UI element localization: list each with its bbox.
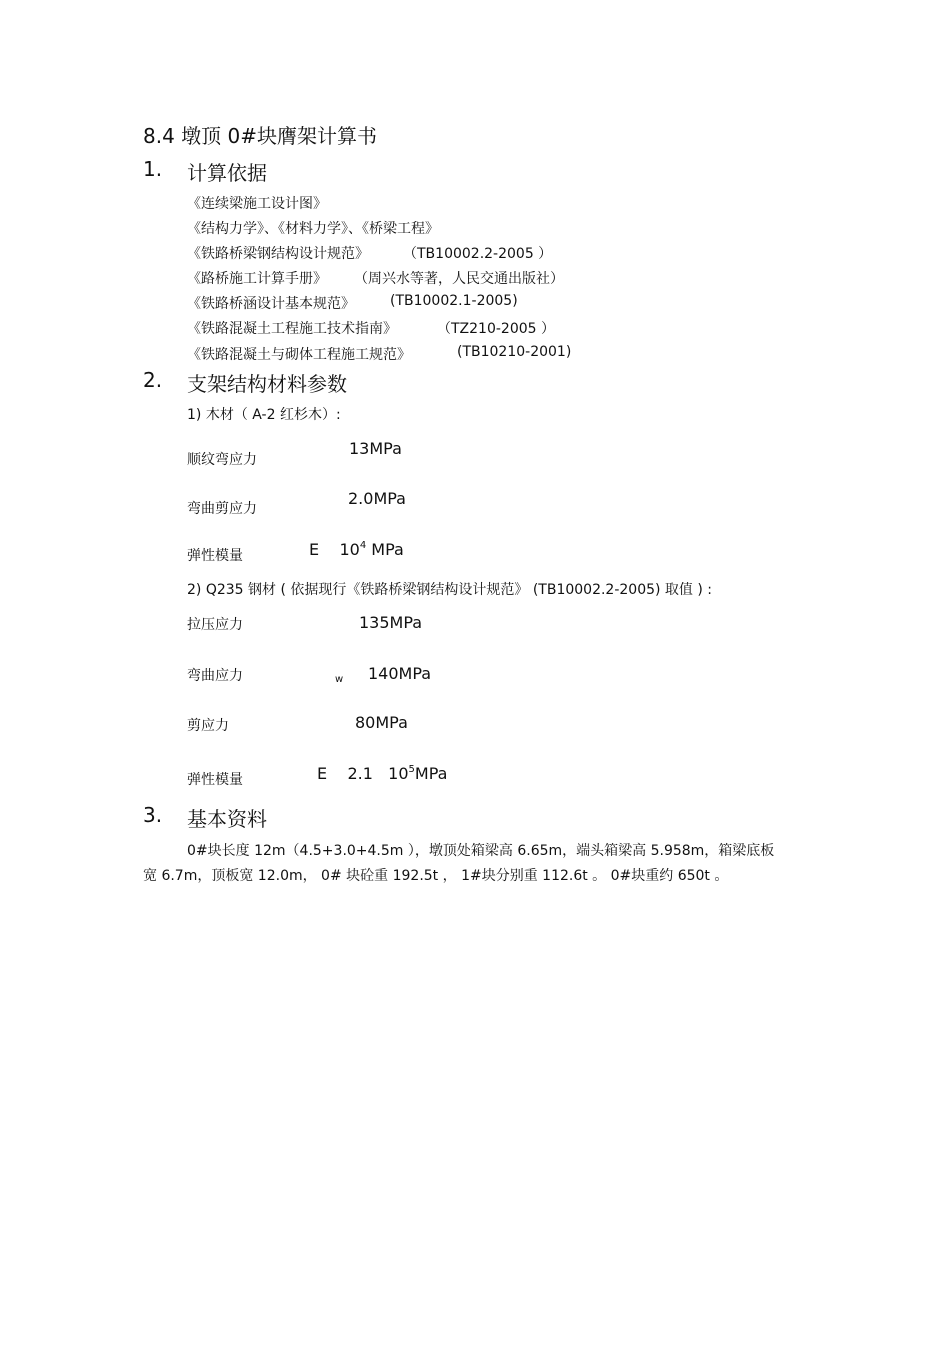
steel-tension-label: 拉压应力 (187, 617, 243, 633)
steel-bending-label: 弯曲应力 (187, 668, 243, 684)
steel-modulus-label: 弹性模量 (187, 772, 243, 788)
steel-heading: 2) Q235 钢材 ( 依据现行《铁路桥梁钢结构设计规范》 (TB10002.2-2005) 取值 ) : (187, 582, 713, 598)
section-2-title: 支架结构材料参数 (187, 372, 347, 396)
section-2-number: 2. (143, 368, 163, 392)
steel-shear-value: 80MPa (355, 713, 408, 732)
steel-bending-subscript: w (335, 674, 344, 685)
wood-bending-label: 顺纹弯应力 (187, 452, 257, 468)
modulus-unit: MPa (414, 764, 448, 783)
steel-bending-value: 140MPa (368, 664, 432, 683)
modulus-symbol: E (309, 540, 320, 559)
reference-item (187, 268, 564, 288)
basic-info-line-2: 宽 6.7m，顶板宽 12.0m， 0# 块砼重 192.5t ， 1#块分别重 112.6t 。 0#块重约 650t 。 (143, 868, 729, 884)
modulus-base: 10 (339, 540, 360, 559)
reference-item (187, 193, 327, 213)
page-title: 8.4 墩顶 0#块膺架计算书 (143, 124, 378, 148)
wood-modulus-value (309, 540, 404, 559)
reference-name: 《铁路桥涵设计基本规范》 (187, 296, 355, 312)
reference-name: 《路桥施工计算手册》 (187, 271, 327, 287)
section-1-title: 计算依据 (187, 161, 267, 185)
reference-item (187, 218, 439, 238)
reference-code: (TB10002.1-2005) (390, 293, 518, 309)
reference-name: 《铁路混凝土与砌体工程施工规范》 (187, 347, 411, 363)
reference-item (187, 344, 572, 364)
steel-shear-label: 剪应力 (187, 718, 229, 734)
modulus-symbol: E (317, 764, 328, 783)
reference-code: （TZ210-2005 ） (437, 321, 555, 337)
modulus-unit: MPa (371, 540, 404, 559)
wood-shear-value: 2.0MPa (348, 489, 406, 508)
steel-modulus-value (317, 764, 447, 783)
modulus-exponent: 5 (408, 764, 415, 775)
reference-name: 《铁路桥梁钢结构设计规范》 (187, 246, 369, 262)
reference-item (187, 318, 555, 338)
wood-heading: 1) 木材（ A-2 红杉木）: (187, 407, 341, 423)
section-3-title: 基本资料 (187, 807, 267, 831)
basic-info-line-1: 0#块长度 12m（4.5+3.0+4.5m ），墩顶处箱梁高 6.65m，端头箱梁高 5.958m，箱梁底板 (187, 843, 775, 859)
reference-name: 《结构力学》、《材料力学》、《桥梁工程》 (187, 221, 439, 237)
modulus-exponent: 4 (359, 540, 367, 551)
reference-name: 《铁路混凝土工程施工技术指南》 (187, 321, 397, 337)
reference-name: 《连续梁施工设计图》 (187, 196, 327, 212)
section-3-number: 3. (143, 803, 163, 827)
reference-item (187, 293, 518, 313)
reference-code: （TB10002.2-2005 ） (403, 246, 553, 262)
section-1-number: 1. (143, 157, 163, 181)
wood-bending-value: 13MPa (349, 439, 402, 458)
reference-item (187, 243, 553, 263)
modulus-coefficient: 2.1 (347, 764, 373, 783)
wood-modulus-label: 弹性模量 (187, 548, 243, 564)
steel-tension-value: 135MPa (359, 613, 423, 632)
reference-code: (TB10210-2001) (457, 344, 572, 360)
modulus-base: 10 (388, 764, 409, 783)
reference-code: （周兴水等著，人民交通出版社） (354, 271, 564, 287)
wood-shear-label: 弯曲剪应力 (187, 501, 257, 517)
